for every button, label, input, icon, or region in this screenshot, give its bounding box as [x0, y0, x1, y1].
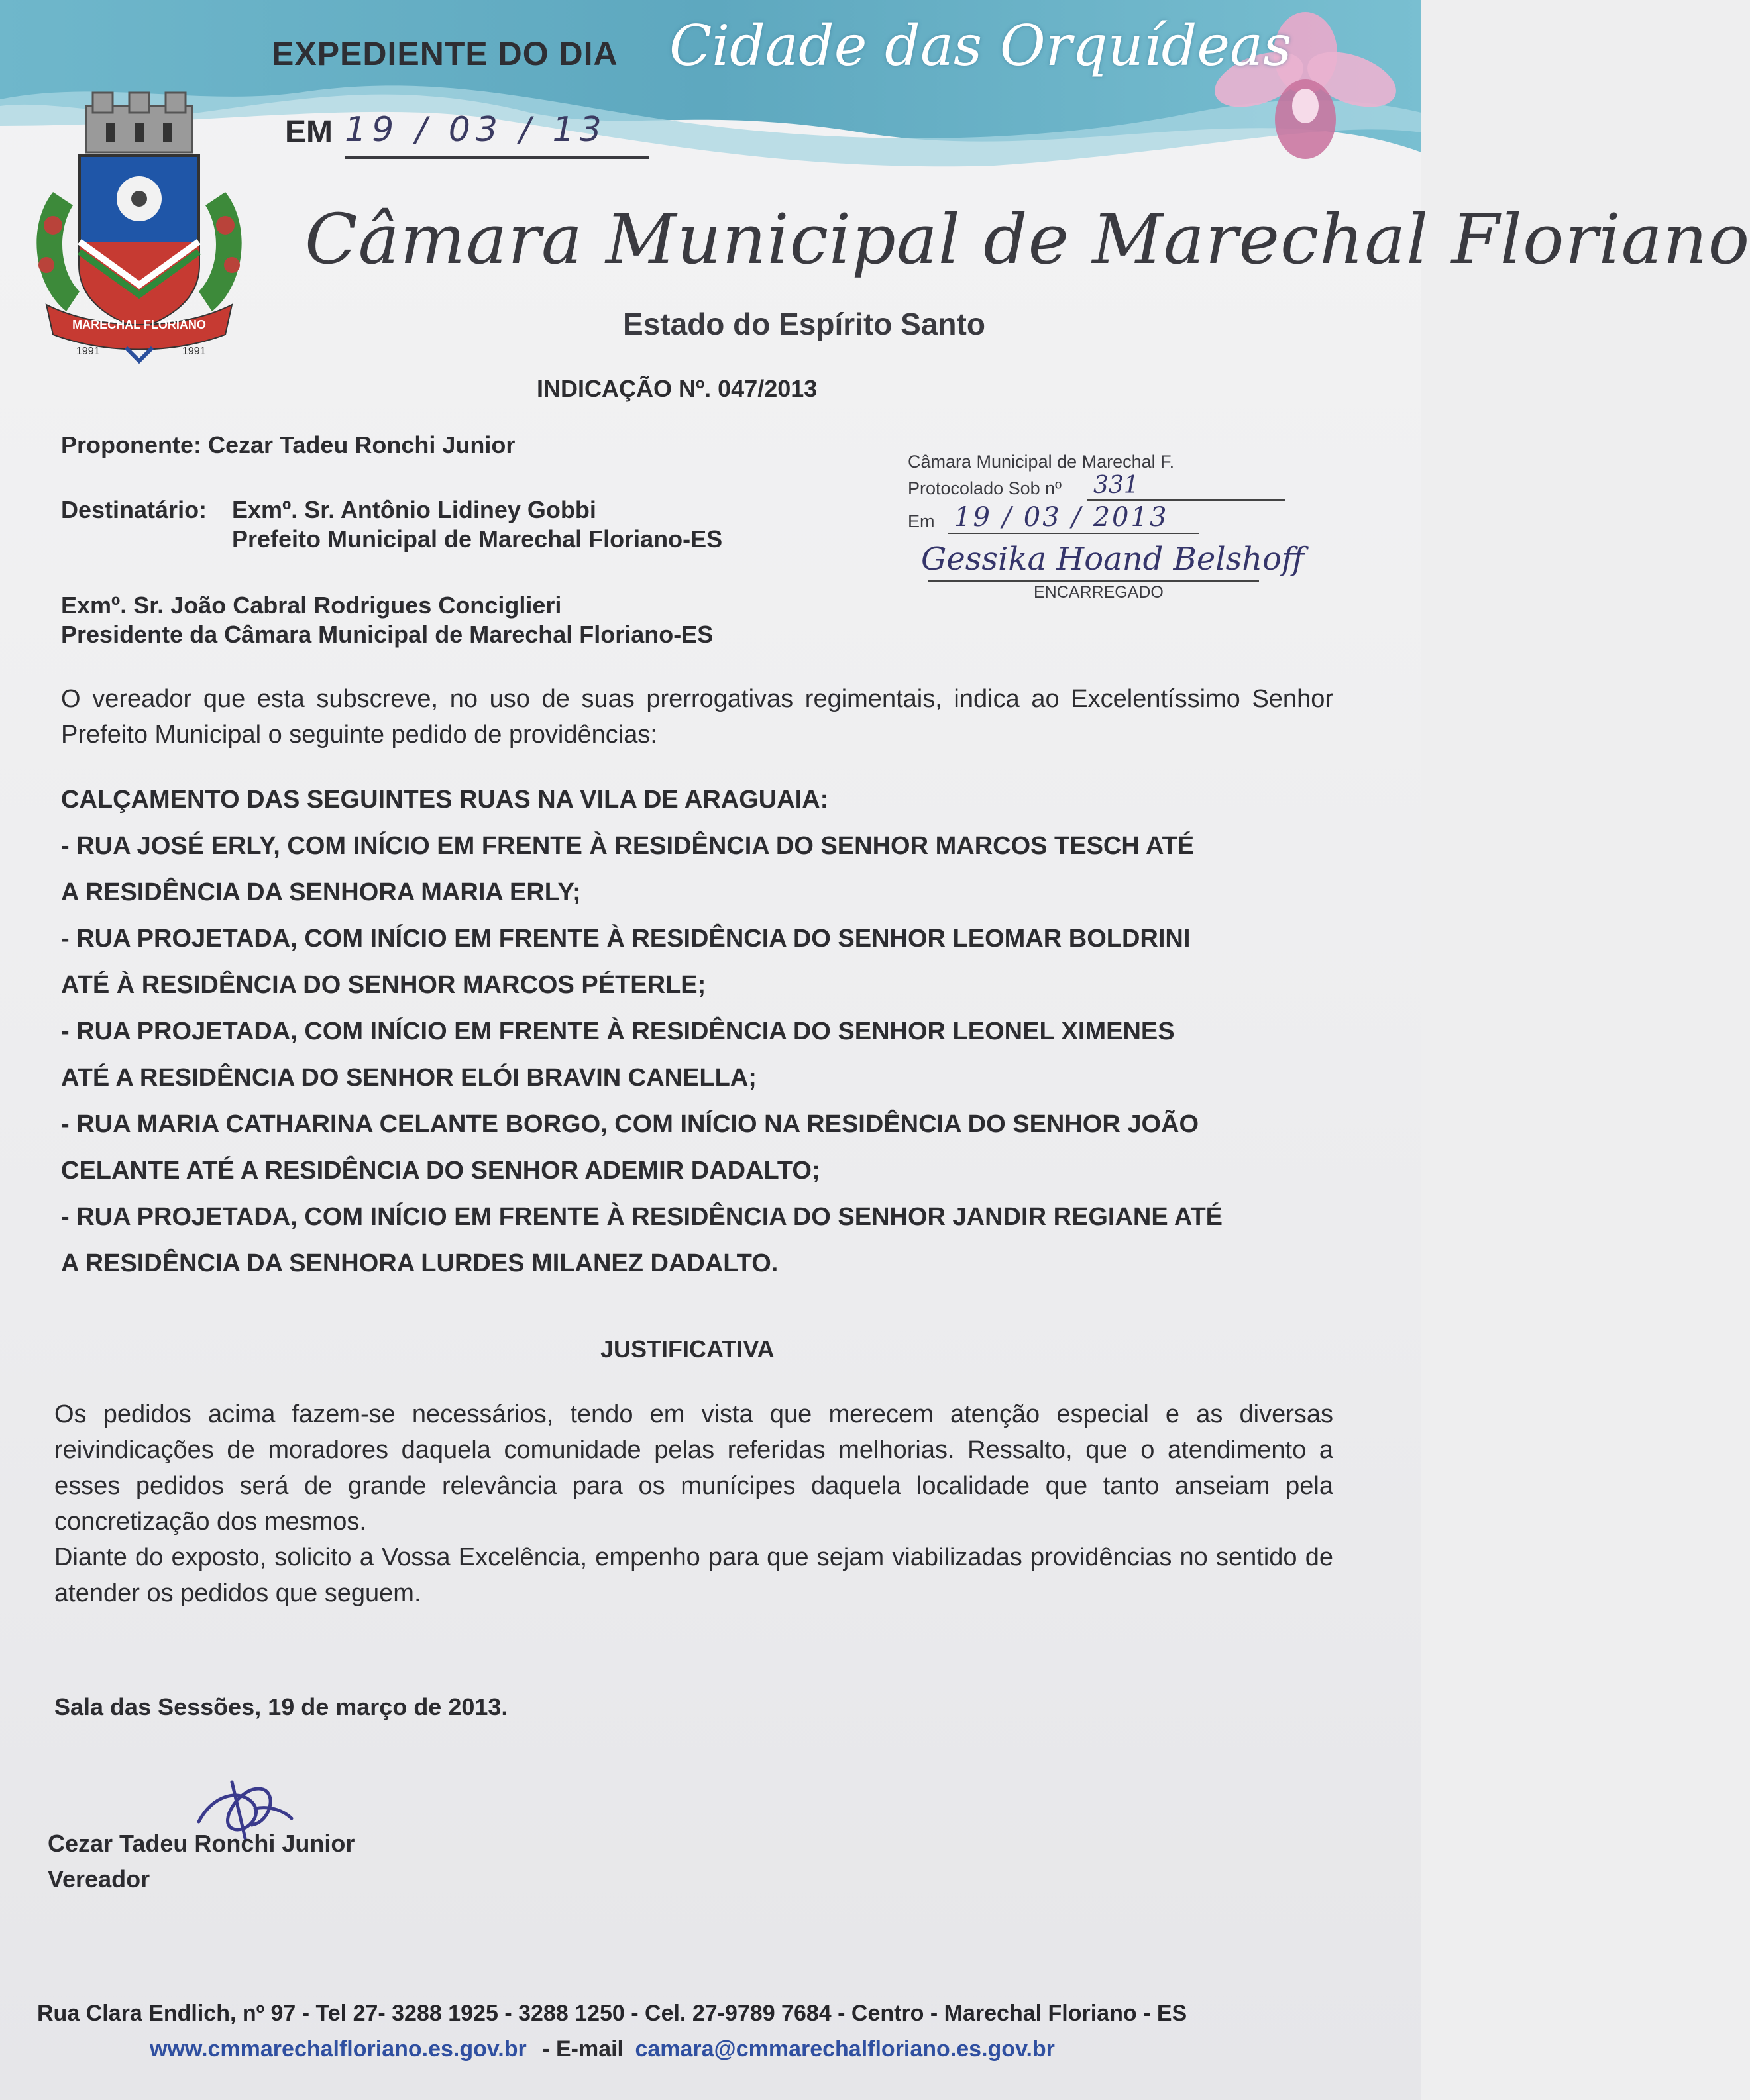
protocol-signature: Gessika Hoand Belshoff [921, 541, 1305, 578]
state-subtitle: Estado do Espírito Santo [623, 307, 985, 341]
request-line: - RUA PROJETADA, COM INÍCIO EM FRENTE À RESIDÊNCIA DO SENHOR JANDIR REGIANE ATÉ [61, 1203, 1223, 1231]
institution-title: Câmara Municipal de Marechal Floriano [305, 199, 1750, 280]
place-date: Sala das Sessões, 19 de março de 2013. [54, 1693, 508, 1720]
justification-heading: JUSTIFICATIVA [600, 1336, 775, 1363]
president-name: Exmº. Sr. João Cabral Rodrigues Conciglieri [61, 592, 562, 619]
recipient-label: Destinatário: [61, 496, 207, 523]
stamp-em-date: 19 / 03 / 13 [345, 110, 607, 150]
footer-email-label: - E-mail [542, 2036, 624, 2062]
footer-website-link[interactable]: www.cmmarechalfloriano.es.gov.br [150, 2036, 527, 2062]
signer-name: Cezar Tadeu Ronchi Junior [48, 1830, 355, 1857]
footer-contact [150, 2036, 1055, 2062]
request-line: - RUA MARIA CATHARINA CELANTE BORGO, COM INÍCIO NA RESIDÊNCIA DO SENHOR JOÃO [61, 1110, 1199, 1138]
stamp-date-line [345, 156, 649, 159]
request-line: - RUA PROJETADA, COM INÍCIO EM FRENTE À RESIDÊNCIA DO SENHOR LEOMAR BOLDRINI [61, 925, 1191, 953]
crest-ribbon-text: MARECHAL FLORIANO [72, 318, 206, 331]
request-line: ATÉ A RESIDÊNCIA DO SENHOR ELÓI BRAVIN CANELLA; [61, 1064, 757, 1092]
stamp-em-label: EM [285, 115, 333, 150]
crest-right-branch [199, 192, 242, 311]
recipient-name: Exmº. Sr. Antônio Lidiney Gobbi [232, 496, 596, 523]
protocol-number: 331 [1093, 472, 1139, 499]
protocol-date-line [948, 533, 1199, 534]
request-line: ATÉ À RESIDÊNCIA DO SENHOR MARCOS PÉTERLE; [61, 971, 706, 999]
footer-email-link[interactable]: camara@cmmarechalfloriano.es.gov.br [635, 2036, 1055, 2062]
request-line: - RUA PROJETADA, COM INÍCIO EM FRENTE À RESIDÊNCIA DO SENHOR LEONEL XIMENES [61, 1018, 1175, 1045]
slogan: Cidade das Orquídeas [669, 13, 1292, 78]
footer-address: Rua Clara Endlich, nº 97 - Tel 27- 3288 1925 - 3288 1250 - Cel. 27-9789 7684 - Centro - Marechal Floriano - ES [37, 2001, 1187, 2026]
protocol-role: ENCARREGADO [1034, 583, 1164, 602]
crest-crown [86, 93, 192, 152]
crest-year-left: 1991 [76, 346, 100, 357]
proponent: Proponente: Cezar Tadeu Ronchi Junior [61, 431, 516, 458]
justification-paragraph: Os pedidos acima fazem-se necessários, tendo em vista que merecem atenção especial e as diversas reivindicações de moradores daquela comunidade pelas referidas melhorias. Ressalto, que o atendimento a esses pedidos será de grande relevância para os munícipes daquela localidade que tanto anseiam pela concretização dos mesmos. [54, 1400, 1333, 1536]
recipient-role: Prefeito Municipal de Marechal Floriano-ES [232, 525, 723, 552]
protocol-number-line [1087, 499, 1285, 501]
president-role: Presidente da Câmara Municipal de Marechal Floriano-ES [61, 621, 714, 648]
protocol-number-label: Protocolado Sob nº [908, 478, 1062, 498]
protocol-date: 19 / 03 / 2013 [954, 502, 1169, 533]
stamp-expediente: EXPEDIENTE DO DIA [272, 35, 618, 72]
crest-year-right: 1991 [182, 346, 206, 357]
crest-left-branch [36, 192, 80, 311]
request-line: A RESIDÊNCIA DA SENHORA LURDES MILANEZ DADALTO. [61, 1249, 779, 1277]
protocol-date-label: Em [908, 511, 935, 531]
requests-heading: CALÇAMENTO DAS SEGUINTES RUAS NA VILA DE ARAGUAIA: [61, 786, 829, 814]
justification-paragraph: Diante do exposto, solicito a Vossa Excelência, empenho para que sejam viabilizadas providências no sentido de atender os pedidos que seguem. [54, 1544, 1333, 1607]
request-line: - RUA JOSÉ ERLY, COM INÍCIO EM FRENTE À RESIDÊNCIA DO SENHOR MARCOS TESCH ATÉ [61, 832, 1195, 860]
signer-role: Vereador [48, 1865, 150, 1893]
municipal-crest [27, 93, 252, 371]
request-line: CELANTE ATÉ A RESIDÊNCIA DO SENHOR ADEMIR DADALTO; [61, 1157, 820, 1184]
protocol-line1: Câmara Municipal de Marechal F. [908, 452, 1175, 472]
document-number: INDICAÇÃO Nº. 047/2013 [537, 375, 818, 402]
protocol-signature-line [928, 580, 1259, 582]
request-line: A RESIDÊNCIA DA SENHORA MARIA ERLY; [61, 878, 581, 906]
intro-paragraph: O vereador que esta subscreve, no uso de suas prerrogativas regimentais, indica ao Excelentíssimo Senhor Prefeito Municipal o seguinte pedido de providências: [61, 685, 1333, 749]
